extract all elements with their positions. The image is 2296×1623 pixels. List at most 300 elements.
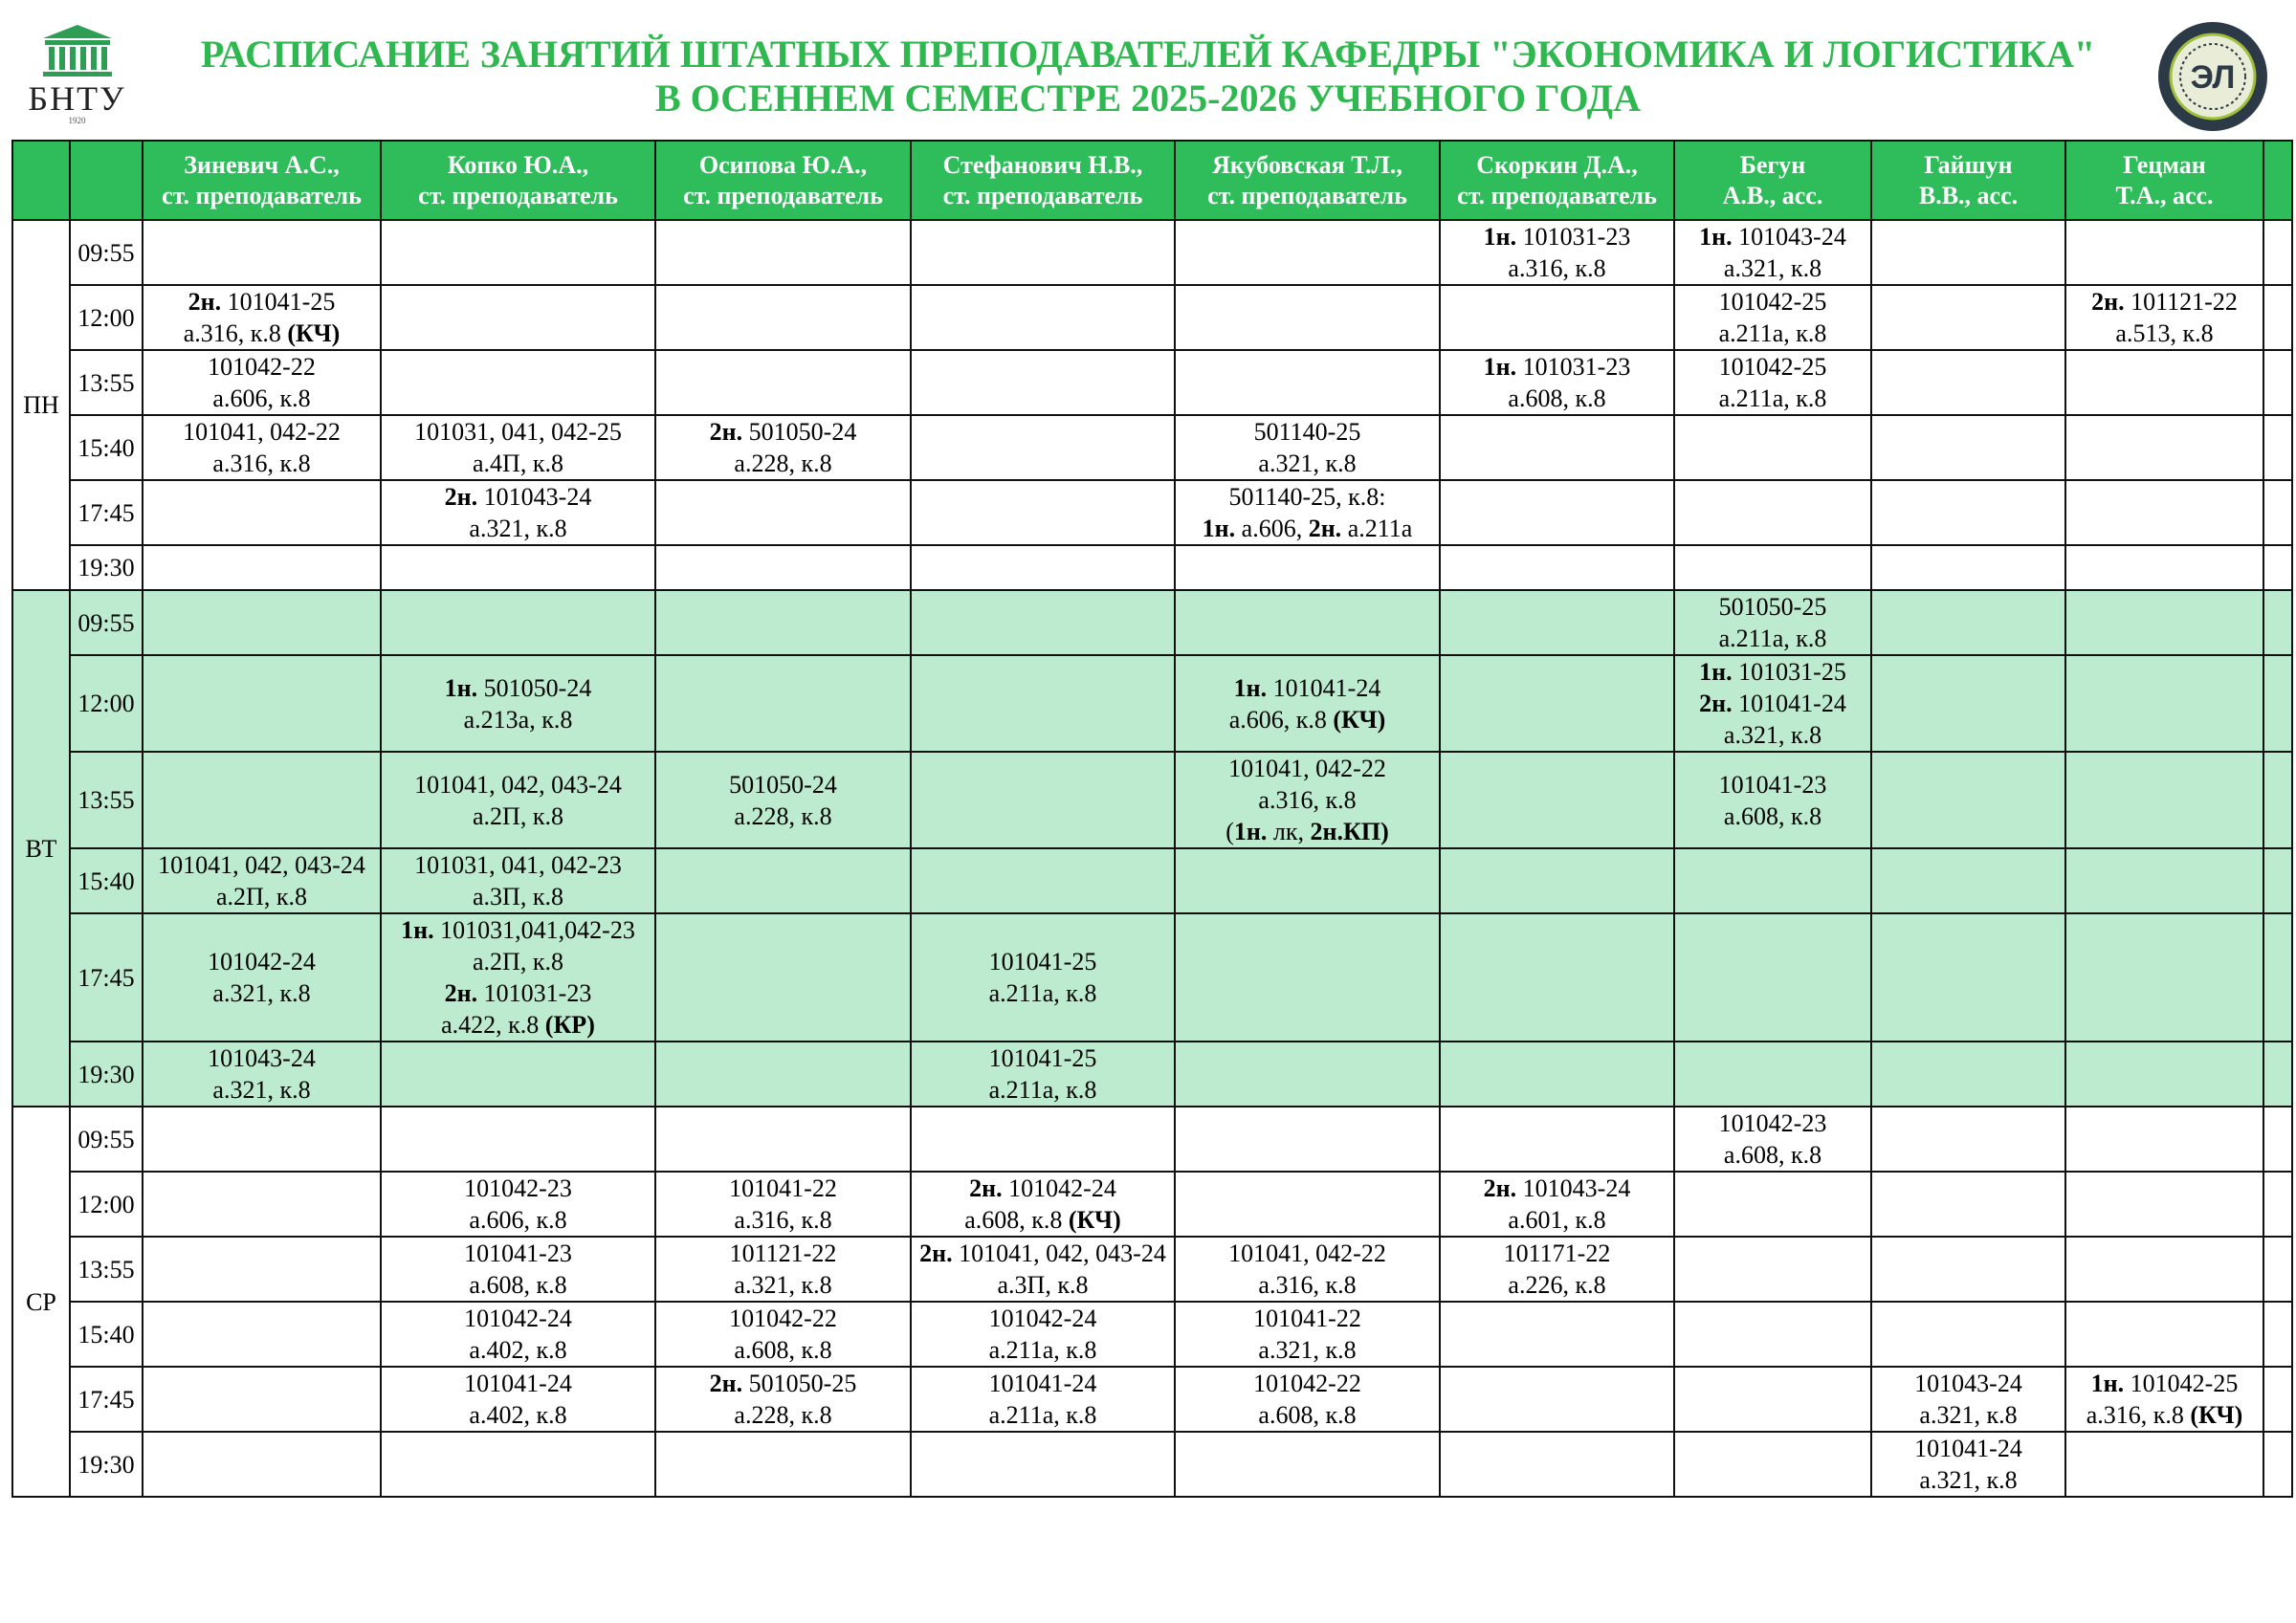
cell-text: 101042-23 [464,1174,572,1202]
cell-line [1677,286,1868,318]
cell-text: а.211а, к.8 [988,1401,1097,1429]
time-label: 13:55 [70,752,143,848]
week-marker: КП) [1343,818,1389,845]
schedule-cell [143,545,381,590]
cell-line [384,1204,652,1236]
cell-text: а.316, к.8 [183,319,288,347]
cell-line [1178,416,1437,448]
cell-text: а.321, к.8 [1919,1401,2018,1429]
cell-text: а.606, к.8 [212,384,311,412]
schedule-cell [1871,1172,2065,1237]
cell-line [1178,672,1437,704]
cell-line [1677,688,1868,719]
schedule-cell [1440,1107,1674,1172]
cell-text: 101042-24 [208,948,316,976]
cell-line [914,1238,1172,1269]
time-label: 15:40 [70,415,143,480]
extra-cell [2263,752,2292,848]
header-row [12,141,2292,220]
schedule-cell [2065,285,2263,350]
schedule-row [12,655,2292,752]
extra-cell [2263,913,2292,1042]
schedule-cell [381,1432,655,1497]
schedule-cell [143,1107,381,1172]
schedule-cell [2065,752,2263,848]
cell-line [145,1074,378,1106]
schedule-table [11,140,2293,1498]
schedule-cell [1175,285,1440,350]
schedule-cell [2065,480,2263,545]
cell-text: 101041, 042, 043-24 [158,851,365,879]
cell-line [145,318,378,349]
cell-text: а.211а, к.8 [988,1076,1097,1104]
cell-text: 101031,041,042-23 [440,916,635,944]
schedule-cell [655,1107,911,1172]
cell-line [2068,1368,2261,1399]
cell-text: 101043-24 [1914,1370,2022,1397]
schedule-cell [381,480,655,545]
cell-line [384,416,652,448]
time-label: 17:45 [70,480,143,545]
extra-cell [2263,545,2292,590]
cell-line [658,1204,908,1236]
cell-line [1443,351,1671,383]
week-marker: 1н. [1233,818,1268,845]
time-label: 17:45 [70,913,143,1042]
cell-line [658,1334,908,1366]
week-marker: 1н. [401,916,434,944]
schedule-cell [1175,655,1440,752]
cell-text: 101041-24 [1914,1435,2022,1462]
schedule-cell [381,590,655,655]
cell-line [658,1303,908,1334]
schedule-cell [1674,415,1871,480]
schedule-row [12,1042,2292,1107]
header-teacher-3 [911,141,1175,220]
schedule-cell [2065,1172,2263,1237]
schedule-cell [1674,1107,1871,1172]
cell-text: 101041-25 [227,288,336,316]
cell-line [384,672,652,704]
cell-text: а.211а [1347,515,1413,542]
extra-cell [2263,1042,2292,1107]
time-label: 12:00 [70,285,143,350]
schedule-row [12,285,2292,350]
schedule-cell [911,655,1175,752]
schedule-row [12,913,2292,1042]
cell-line [2068,318,2261,349]
schedule-cell [143,1237,381,1302]
day-label: СР [12,1107,70,1497]
cell-line [384,1009,652,1041]
cell-text: 101041-24 [988,1370,1097,1397]
schedule-cell [1871,1367,2065,1432]
cell-text: а.2П, к.8 [216,883,307,910]
time-label: 13:55 [70,1237,143,1302]
cell-text: 101041-22 [729,1174,837,1202]
cell-line [1443,383,1671,414]
extra-cell [2263,285,2292,350]
schedule-cell [381,1107,655,1172]
schedule-row [12,1107,2292,1172]
schedule-cell [2065,1107,2263,1172]
schedule-cell [911,1367,1175,1432]
cell-line [1677,1139,1868,1171]
cell-text: 101121-22 [2130,288,2238,316]
cell-text: а.402, к.8 [469,1401,567,1429]
schedule-cell [1674,350,1871,415]
cell-line [145,946,378,977]
extra-cell [2263,1172,2292,1237]
cell-text: 101171-22 [1503,1239,1611,1267]
schedule-cell [143,848,381,913]
schedule-cell [381,545,655,590]
schedule-cell [911,285,1175,350]
schedule-row [12,1237,2292,1302]
schedule-table-wrap [11,140,2293,1498]
schedule-cell [1440,1432,1674,1497]
cell-line [1443,252,1671,284]
week-marker: 2н. [444,483,478,511]
schedule-cell [655,415,911,480]
schedule-cell [655,1367,911,1432]
week-marker: 1н. [444,673,478,702]
cell-line [384,1399,652,1431]
schedule-cell [1871,1042,2065,1107]
cell-text: а.608, к.8 [1723,1141,1822,1169]
week-marker: 2н. [1483,1174,1517,1202]
week-marker: (КЧ) [287,319,341,347]
week-marker: 2н. [2091,288,2125,316]
cell-line [1677,252,1868,284]
schedule-cell [655,655,911,752]
cell-line [1677,623,1868,654]
schedule-cell [1440,1042,1674,1107]
cell-line [914,1334,1172,1366]
schedule-cell [1871,848,2065,913]
cell-text: а.402, к.8 [469,1336,567,1364]
schedule-cell [1175,1432,1440,1497]
day-label: ВТ [12,590,70,1107]
department-emblem-icon [2155,19,2270,134]
cell-line [145,416,378,448]
schedule-row [12,1302,2292,1367]
cell-line [1443,1269,1671,1301]
emblem-text: ЭЛ [2190,59,2236,96]
teacher-name: Гецман [2123,150,2206,179]
cell-line [658,416,908,448]
schedule-cell [1871,590,2065,655]
extra-cell [2263,1367,2292,1432]
schedule-cell [911,415,1175,480]
schedule-cell [1674,590,1871,655]
schedule-cell [1871,285,2065,350]
schedule-cell [2065,1237,2263,1302]
schedule-cell [911,350,1175,415]
cell-text: а.226, к.8 [1508,1271,1606,1299]
teacher-name: Якубовская Т.Л., [1212,150,1402,179]
cell-line [1443,1173,1671,1204]
cell-text: а.321, к.8 [734,1271,832,1299]
schedule-cell [381,848,655,913]
teacher-role: ст. преподаватель [942,181,1143,209]
schedule-row [12,1432,2292,1497]
schedule-cell [2065,913,2263,1042]
cell-line [914,946,1172,977]
cell-line [145,383,378,414]
cell-line [658,1368,908,1399]
schedule-cell [655,220,911,285]
schedule-cell [911,1237,1175,1302]
cell-text: 501050-24 [729,770,837,799]
cell-line [384,704,652,735]
teacher-name: Гайшун [1924,150,2013,179]
week-marker: (КР) [544,1011,595,1039]
schedule-cell [1674,1432,1871,1497]
schedule-cell [2065,415,2263,480]
schedule-cell [1674,752,1871,848]
schedule-cell [911,848,1175,913]
cell-text: 501050-25 [748,1370,857,1397]
cell-line [2068,1399,2261,1431]
cell-text: а.422, к.8 [441,1011,545,1039]
cell-line [1677,591,1868,623]
schedule-cell [1440,1367,1674,1432]
week-marker: 1н. [1699,658,1733,686]
schedule-cell [911,1302,1175,1367]
schedule-cell [655,1237,911,1302]
schedule-cell [143,1172,381,1237]
schedule-cell [911,1172,1175,1237]
schedule-cell [1674,1302,1871,1367]
schedule-cell [2065,1042,2263,1107]
cell-line [1677,769,1868,801]
extra-cell [2263,220,2292,285]
schedule-row [12,350,2292,415]
cell-line [384,849,652,881]
schedule-cell [655,480,911,545]
schedule-cell [655,752,911,848]
schedule-cell [1871,350,2065,415]
cell-line [384,801,652,832]
schedule-cell [1674,285,1871,350]
time-label: 12:00 [70,655,143,752]
header-teacher-2 [655,141,911,220]
schedule-cell [1674,655,1871,752]
teacher-name: Стефанович Н.В., [942,150,1143,179]
cell-text: а.601, к.8 [1508,1206,1606,1234]
header-teacher-6 [1674,141,1871,220]
cell-text: 101041, 042-22 [183,418,341,446]
schedule-cell [143,285,381,350]
cell-line [914,1204,1172,1236]
bntu-logo [17,21,137,128]
schedule-cell [143,480,381,545]
bntu-logo-text: БНТУ [28,79,126,118]
schedule-cell [1674,1367,1871,1432]
cell-text: а.608, к.8 [1508,384,1606,412]
schedule-cell [1674,220,1871,285]
schedule-cell [1674,1042,1871,1107]
teacher-name: Бегун [1739,150,1806,179]
cell-text: а.321, к.8 [212,979,311,1007]
week-marker: (КЧ) [1068,1206,1121,1234]
time-label: 12:00 [70,1172,143,1237]
week-marker: (КЧ) [2190,1401,2243,1429]
schedule-cell [655,545,911,590]
cell-line [145,977,378,1009]
cell-line [145,286,378,318]
schedule-cell [1175,1042,1440,1107]
schedule-cell [2065,848,2263,913]
cell-text: 101041-24 [464,1370,572,1397]
cell-line [1677,719,1868,751]
cell-text: 101041-24 [1272,673,1381,702]
cell-text: 101041, 042-22 [1228,1239,1386,1267]
week-marker: 1н. [1699,223,1733,251]
schedule-cell [1440,1172,1674,1237]
cell-line [1178,481,1437,513]
schedule-cell [1175,1302,1440,1367]
schedule-cell [1674,545,1871,590]
cell-line [145,849,378,881]
week-marker: 2н. [188,288,222,316]
cell-line [1178,1269,1437,1301]
time-label: 09:55 [70,1107,143,1172]
cell-line [145,1042,378,1074]
schedule-cell [1674,1172,1871,1237]
cell-text: 101121-22 [729,1239,837,1267]
cell-line [1677,351,1868,383]
cell-text: 101042-22 [729,1305,837,1332]
cell-line [1443,221,1671,252]
schedule-cell [381,1367,655,1432]
week-marker: 2н. [709,418,743,446]
cell-line [1178,1368,1437,1399]
schedule-cell [1440,480,1674,545]
cell-line [384,1173,652,1204]
cell-text: 101042-25 [2130,1370,2239,1397]
time-label: 15:40 [70,1302,143,1367]
schedule-cell [381,285,655,350]
schedule-cell [381,350,655,415]
schedule-cell [2065,655,2263,752]
cell-text: а.321, к.8 [1258,1336,1357,1364]
schedule-cell [1440,285,1674,350]
header-extra [2263,141,2292,220]
schedule-cell [1175,1172,1440,1237]
schedule-cell [911,752,1175,848]
cell-text: 501050-24 [483,673,592,702]
extra-cell [2263,1302,2292,1367]
cell-text: а.3П, к.8 [473,883,563,910]
extra-cell [2263,1432,2292,1497]
schedule-row [12,1367,2292,1432]
page-title [163,33,2133,121]
cell-text: а.608, к.8 [734,1336,832,1364]
schedule-cell [655,1042,911,1107]
schedule-cell [1871,415,2065,480]
schedule-cell [1440,655,1674,752]
cell-text: 101043-24 [208,1044,316,1072]
cell-text: ( [1225,818,1234,845]
cell-line [1178,704,1437,735]
schedule-cell [911,1107,1175,1172]
cell-text: а.2П, к.8 [473,948,563,976]
extra-cell [2263,1237,2292,1302]
schedule-cell [1674,480,1871,545]
cell-text: 101041, 042-22 [1228,755,1386,782]
schedule-cell [1440,913,1674,1042]
time-label: 15:40 [70,848,143,913]
cell-text: 101041-23 [1718,770,1827,799]
cell-line [1178,1303,1437,1334]
cell-text: а.321, к.8 [212,1076,311,1104]
schedule-cell [1440,1237,1674,1302]
cell-line [914,977,1172,1009]
cell-line [914,1303,1172,1334]
teacher-role: В.В., асс. [1918,181,2019,209]
cell-text: а.606, к.8 [1228,705,1334,734]
time-label: 13:55 [70,350,143,415]
week-marker: 2н. [444,979,478,1007]
title-line-2: В ОСЕННЕМ СЕМЕСТРЕ 2025-2026 УЧЕБНОГО ГОДА [654,77,1642,120]
cell-line [384,1269,652,1301]
cell-line [658,1173,908,1204]
schedule-cell [1871,913,2065,1042]
cell-line [1874,1368,2063,1399]
schedule-row [12,848,2292,913]
schedule-cell [143,220,381,285]
cell-text: 101031-23 [1522,353,1631,381]
header-teacher-7 [1871,141,2065,220]
cell-line [384,769,652,801]
schedule-row [12,545,2292,590]
schedule-row [12,220,2292,285]
schedule-cell [381,1042,655,1107]
cell-text: 101041-24 [1738,690,1846,717]
teacher-role: ст. преподаватель [1457,181,1657,209]
schedule-cell [911,220,1175,285]
cell-line [658,1269,908,1301]
extra-cell [2263,590,2292,655]
schedule-cell [1175,1107,1440,1172]
cell-line [1677,318,1868,349]
schedule-cell [1440,590,1674,655]
schedule-cell [143,655,381,752]
schedule-cell [655,285,911,350]
cell-line [1677,383,1868,414]
cell-line [1443,1238,1671,1269]
week-marker: 2н. [1308,515,1342,542]
schedule-cell [381,1172,655,1237]
teacher-name: Скоркин Д.А., [1476,150,1638,179]
schedule-cell [1440,848,1674,913]
schedule-cell [655,1302,911,1367]
schedule-cell [1175,415,1440,480]
schedule-cell [655,1172,911,1237]
cell-text: а.316, к.8 [212,450,311,477]
schedule-cell [143,415,381,480]
schedule-cell [1175,913,1440,1042]
cell-text: 101031-23 [483,979,592,1007]
cell-line [384,448,652,479]
schedule-cell [911,590,1175,655]
cell-line [2068,286,2261,318]
schedule-cell [1871,655,2065,752]
cell-text: а.316, к.8 [1508,254,1606,282]
schedule-row [12,480,2292,545]
